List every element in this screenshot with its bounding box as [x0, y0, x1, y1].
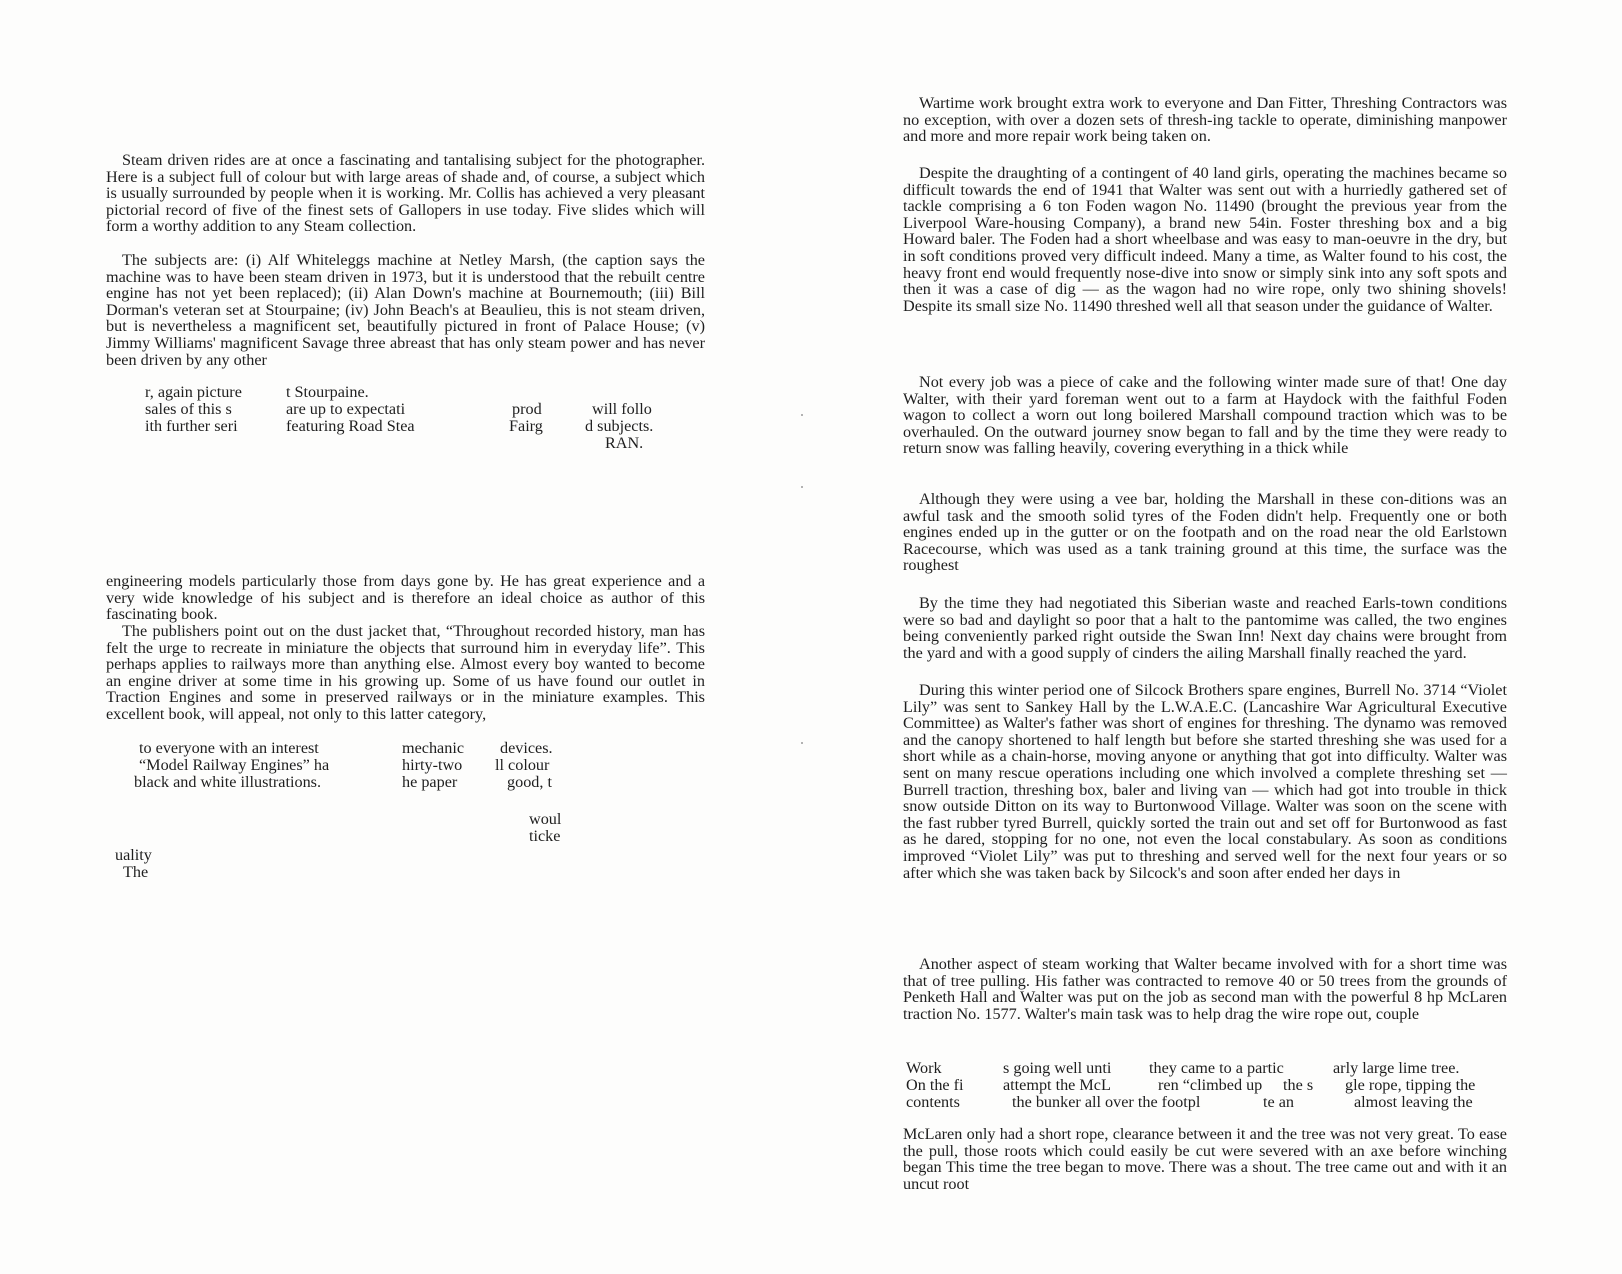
- torn-line-fragment: ith further seri: [145, 417, 238, 435]
- slides-review-paragraph-2: The subjects are: (i) Alf Whiteleggs machine at Netley Marsh, (the caption says the machine was to have been steam driven in 1973, but it is understood that the rebuilt centre engine has not yet been replaced); (ii) Alan Down's machine at Bournemouth; (iii) Bill Dorman's veteran set at Stourpaine; (iv) John Beach's at Beaulieu, this is not steam driven, but is nevertheless a magnificent set, beautifully pictured in front of Palace House; (v) Jimmy Williams' magnificent Savage three abreast that has only steam power and has never been driven by any other: [106, 251, 705, 369]
- torn-line-fragment: attempt the McL: [1003, 1076, 1111, 1094]
- torn-line-fragment: sales of this s: [145, 400, 232, 418]
- torn-line-fragment: te an: [1263, 1093, 1295, 1111]
- page-speck: [801, 742, 803, 744]
- torn-line-fragment: are up to expectati: [286, 400, 406, 418]
- article-paragraph: Another aspect of steam working that Walter became involved with for a short time was that of tree pulling. His father was contracted to remove 40 or 50 trees from the grounds of Penketh Hall and Walter was put on the job as second man with the powerful 8 hp McLaren traction No. 1577. Walter's main task was to help drag the wire rope out, couple: [903, 955, 1507, 1023]
- torn-line-fragment: they came to a partic: [1149, 1059, 1284, 1077]
- torn-line-fragment: to everyone with an interest: [139, 739, 319, 757]
- torn-line-fragment: almost leaving the: [1354, 1093, 1473, 1111]
- torn-line-fragment: The: [123, 863, 149, 881]
- torn-line-fragment: black and white illustrations.: [134, 773, 322, 791]
- article-paragraph: Not every job was a piece of cake and the following winter made sure of that! One day Walter, with their yard foreman went out to a farm at Haydock with the faithful Foden wagon to collect a worn out long boilered Marshall compound traction which was to be overhauled. On the outward journey snow began to fall and by the time they were ready to return snow was falling heavily, covering everything in a thick while: [903, 373, 1507, 458]
- page-speck: [801, 414, 803, 416]
- book-review-paragraph-1: engineering models particularly those from days gone by. He has great experience and a very wide knowledge of his subject and is therefore an ideal choice as author of this fascinating book.: [106, 572, 705, 624]
- article-paragraph: Although they were using a vee bar, holding the Marshall in these con-ditions was an awful task and the smooth solid tyres of the Foden didn't help. Frequently one or both engines ended up in the gutter or on the footpath and on the road near the old Earlstown Racecourse, which was used as a tank training ground at this time, the surface was the roughest: [903, 490, 1507, 575]
- article-paragraph: Despite the draughting of a contingent of 40 land girls, operating the machines became so difficult towards the end of 1941 that Walter was sent out with a hurriedly gathered set of tackle comprising a 6 ton Foden wagon No. 11490 (brought the previous year from the Liverpool Ware-housing Company), a brand new 54in. Foster threshing box and a big Howard baler. The Foden had a short wheelbase and was easy to man-oeuvre in the dry, but in soft conditions proved very difficult indeed. Many a time, as Walter found to his cost, the heavy front end would frequently nose-dive into snow or simply sink into any soft spots and then it was a case of dig — as the wagon had no wire rope, only two shining shovels! Despite its small size No. 11490 threshed well all that season under the guidance of Walter.: [903, 164, 1507, 315]
- torn-line-fragment: s going well unti: [1003, 1059, 1112, 1077]
- torn-line-fragment: gle rope, tipping the: [1345, 1076, 1476, 1094]
- torn-line-fragment: Work: [906, 1059, 942, 1077]
- torn-line-fragment: ll colour: [495, 756, 550, 774]
- reviewer-initials: RAN.: [605, 434, 644, 452]
- article-paragraph: Wartime work brought extra work to everyone and Dan Fitter, Threshing Contractors was no exception, with over a dozen sets of thresh-ing tackle to operate, diminishing manpower and more and more repair work being taken on.: [903, 94, 1507, 146]
- torn-line-fragment: “Model Railway Engines” ha: [139, 756, 330, 774]
- torn-line-fragment: featuring Road Stea: [286, 417, 415, 435]
- torn-line-fragment: will follo: [592, 400, 652, 418]
- torn-line-fragment: contents: [906, 1093, 960, 1111]
- torn-line-fragment: woul: [529, 810, 562, 828]
- article-paragraph: McLaren only had a short rope, clearance between it and the tree was not very great. To ease the pull, those roots which could easily be cut were severed with an axe before winching began This time the tree began to move. There was a shout. The tree came out and with it an uncut root: [903, 1125, 1507, 1193]
- torn-line-fragment: the bunker all over the footpl: [1012, 1093, 1201, 1111]
- torn-line-fragment: good, t: [507, 773, 552, 791]
- torn-line-fragment: On the fi: [906, 1076, 964, 1094]
- torn-line-fragment: the s: [1283, 1076, 1314, 1094]
- torn-line-fragment: prod: [512, 400, 542, 418]
- torn-line-fragment: r, again picture: [145, 383, 242, 401]
- torn-line-fragment: ren “climbed up: [1158, 1076, 1263, 1094]
- torn-line-fragment: hirty-two: [402, 756, 463, 774]
- torn-line-fragment: mechanic: [402, 739, 465, 757]
- torn-line-fragment: ticke: [529, 827, 561, 845]
- torn-line-fragment: he paper: [402, 773, 458, 791]
- article-paragraph: By the time they had negotiated this Siberian waste and reached Earls-town conditions were so bad and daylight so poor that a halt to the pantomime was called, the two engines being conveniently parked right outside the Swan Inn! Next day chains were brought from the yard and with a good supply of cinders the ailing Marshall finally reached the yard.: [903, 594, 1507, 662]
- book-review-paragraph-2: The publishers point out on the dust jacket that, “Throughout recorded history, man has felt the urge to recreate in miniature the objects that surround him in everyday life”. This perhaps applies to railways more than anything else. Almost every boy wanted to become an engine driver at some time in his growing up. Some of us have found our outlet in Traction Engines and some in preserved railways or in the miniature examples. This excellent book, will appeal, not only to this latter category,: [106, 622, 705, 723]
- article-paragraph: During this winter period one of Silcock Brothers spare engines, Burrell No. 3714 “Violet Lily” was sent to Sankey Hall by the L.W.A.E.C. (Lancashire War Agricultural Executive Committee) as Walter's father was short of engines for threshing. The dynamo was removed and the canopy shortened to half length but before she started threshing she was used for a short while as a chain-horse, moving anyone or anything that got into difficulty. Walter was sent on many rescue operations including one which involved a complete threshing set — Burrell traction, threshing box, baler and living van — which had got into trouble in thick snow outside Ditton on its way to Burtonwood Village. Walter was soon on the scene with the fast rubber tyred Burrell, quickly sorted the train out and set off for Burtonwood as fast as he dared, stopping for no one, not even the local constabulary. As soon as conditions improved “Violet Lily” was put to threshing and served well for the next four years or so after which she was taken back by Silcock's and soon after ended her days in: [903, 681, 1507, 882]
- torn-line-fragment: d subjects.: [585, 417, 654, 435]
- torn-line-fragment: arly large lime tree.: [1333, 1059, 1460, 1077]
- torn-line-fragment: Fairg: [509, 417, 543, 435]
- slides-review-paragraph-1: Steam driven rides are at once a fascinating and tantalising subject for the photographer. Here is a subject full of colour but with large areas of shade and, of course, a subject which is usually surrounded by people when it is working. Mr. Collis has achieved a very pleasant pictorial record of five of the finest sets of Gallopers in use today. Five slides which will form a worthy addition to any Steam collection.: [106, 151, 705, 236]
- torn-line-fragment: devices.: [500, 739, 553, 757]
- page-speck: [801, 486, 803, 488]
- torn-line-fragment: t Stourpaine.: [286, 383, 369, 401]
- torn-line-fragment: uality: [115, 846, 152, 864]
